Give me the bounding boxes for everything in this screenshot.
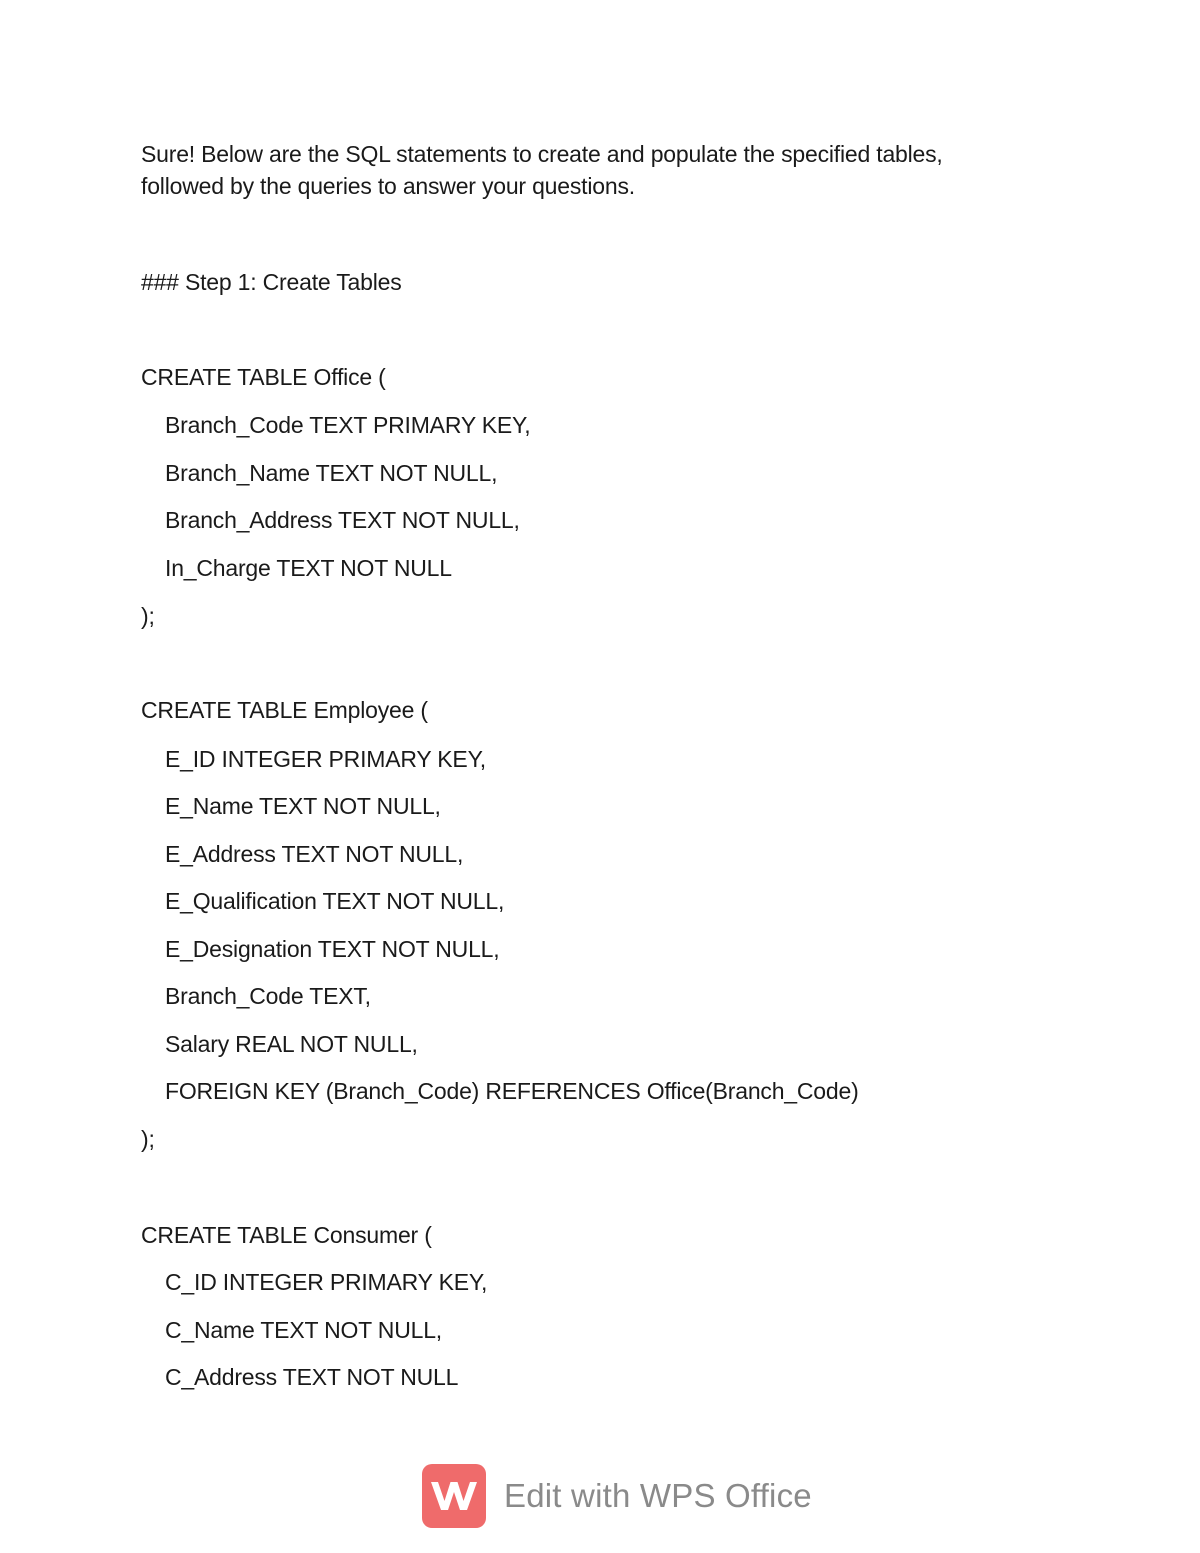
- employee-field: E_Address TEXT NOT NULL,: [165, 841, 464, 867]
- consumer-field: C_ID INTEGER PRIMARY KEY,: [165, 1269, 488, 1295]
- office-close: );: [141, 603, 155, 629]
- intro-line-1: Sure! Below are the SQL statements to create and populate the specified tables,: [141, 141, 943, 167]
- consumer-field: C_Name TEXT NOT NULL,: [165, 1317, 442, 1343]
- employee-field: E_Qualification TEXT NOT NULL,: [165, 888, 505, 914]
- consumer-create-statement: CREATE TABLE Consumer (: [141, 1222, 432, 1248]
- employee-create-statement: CREATE TABLE Employee (: [141, 697, 428, 723]
- watermark-text: Edit with WPS Office: [504, 1477, 812, 1514]
- wps-logo-icon: [422, 1464, 486, 1528]
- office-create-statement: CREATE TABLE Office (: [141, 364, 386, 390]
- intro-line-2: followed by the queries to answer your questions.: [141, 173, 635, 199]
- wps-watermark[interactable]: [422, 1464, 812, 1528]
- employee-field: Branch_Code TEXT,: [165, 983, 371, 1009]
- employee-field: Salary REAL NOT NULL,: [165, 1031, 418, 1057]
- consumer-field: C_Address TEXT NOT NULL: [165, 1364, 459, 1390]
- office-field: Branch_Name TEXT NOT NULL,: [165, 460, 498, 486]
- step-heading: ### Step 1: Create Tables: [141, 269, 402, 295]
- employee-field: E_Designation TEXT NOT NULL,: [165, 936, 500, 962]
- employee-foreign-key: FOREIGN KEY (Branch_Code) REFERENCES Office(Branch_Code): [165, 1078, 859, 1104]
- office-field: In_Charge TEXT NOT NULL: [165, 555, 452, 581]
- office-field: Branch_Code TEXT PRIMARY KEY,: [165, 412, 531, 438]
- employee-close: );: [141, 1126, 155, 1152]
- employee-field: E_Name TEXT NOT NULL,: [165, 793, 441, 819]
- employee-field: E_ID INTEGER PRIMARY KEY,: [165, 746, 486, 772]
- office-field: Branch_Address TEXT NOT NULL,: [165, 507, 520, 533]
